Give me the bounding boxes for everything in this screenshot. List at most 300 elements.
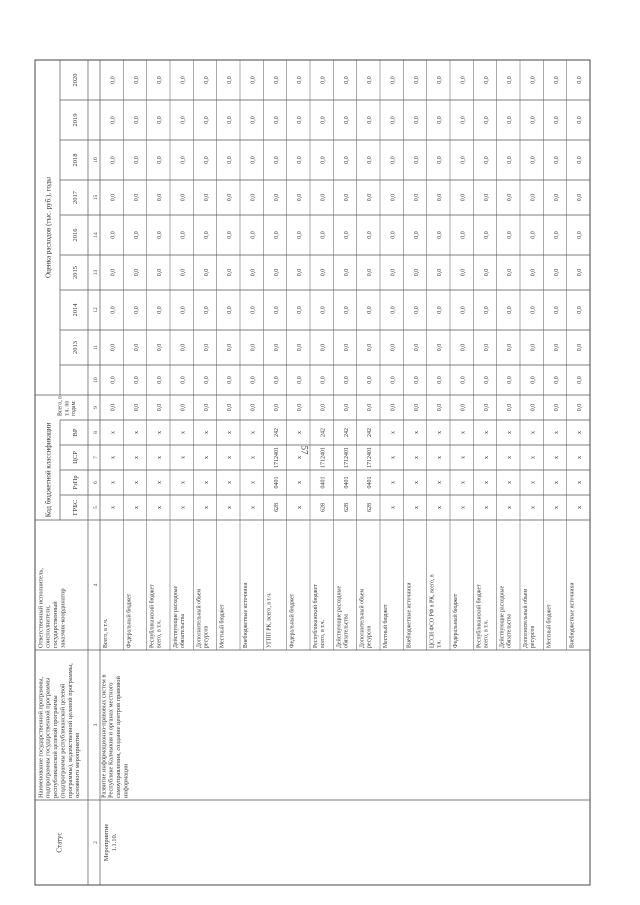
header-name-line: подпрограммы государственной программы (44, 677, 52, 798)
cell-value: 0,0 (227, 193, 234, 202)
cell-rzpr: х (180, 481, 187, 484)
cell-grbs: 628 (367, 503, 374, 512)
cell-value: 0,0 (110, 193, 117, 202)
cell-value: 0,0 (483, 306, 490, 314)
cell-value: 0,0 (250, 193, 257, 202)
cell-value: 0,0 (553, 376, 560, 384)
cell-value: 0,0 (133, 116, 140, 124)
cell-value: 0,0 (390, 376, 397, 384)
row-executor: Федеральный бюджет (289, 593, 296, 648)
cell-rzpr: х (390, 481, 397, 484)
cell-rzpr: х (227, 481, 234, 484)
cell-value: 0,0 (507, 403, 514, 412)
cell-value: 0,0 (577, 193, 584, 202)
cell-value: 0,0 (343, 193, 350, 202)
cell-vr: 242 (320, 428, 327, 437)
cell-value: 0,0 (250, 116, 257, 124)
cell-value: 0,0 (413, 231, 420, 239)
cell-rzpr: х (460, 481, 467, 484)
cell-value: 0,0 (110, 231, 117, 239)
header-year: 2014 (72, 303, 79, 317)
row-executor: обязательства (506, 613, 513, 648)
cell-value: 0,0 (460, 343, 467, 352)
cell-value: 0,0 (180, 343, 187, 352)
cell-rzpr: х (250, 481, 257, 484)
cell-value: 0,0 (110, 156, 117, 164)
cell-value: 0,0 (180, 403, 187, 412)
cell-value: 0,0 (553, 306, 560, 314)
cell-value: 0,0 (343, 231, 350, 239)
column-number: 10 (93, 377, 99, 383)
cell-value: 0,0 (180, 76, 187, 84)
header-total-line: годам: (71, 400, 78, 416)
cell-value: 0,0 (273, 376, 280, 384)
cell-value: 0,0 (133, 376, 140, 384)
cell-rzpr: 0401 (273, 476, 280, 489)
cell-grbs: х (390, 506, 397, 509)
cell-value: 0,0 (530, 376, 537, 384)
cell-value: 0,0 (530, 403, 537, 412)
cell-value: 0,0 (250, 306, 257, 314)
cell-value: 0,0 (413, 116, 420, 124)
cell-value: 0,0 (273, 403, 280, 412)
cell-value: 0,0 (157, 376, 164, 384)
header-year: 2018 (72, 153, 79, 167)
row-executor: Действующие расходные (173, 585, 179, 648)
cell-value: 0,0 (203, 116, 210, 124)
header-csr: ЦСР (72, 451, 79, 464)
column-number: 14 (93, 232, 99, 238)
column-number: 12 (93, 307, 99, 313)
cell-value: 0,0 (180, 376, 187, 384)
cell-value: 0,0 (273, 156, 280, 164)
cell-value: 0,0 (553, 403, 560, 412)
cell-csr: х (437, 456, 444, 459)
cell-value: 0,0 (133, 343, 140, 352)
cell-value: 0,0 (320, 403, 327, 412)
cell-csr: х (530, 456, 537, 459)
cell-vr: х (297, 431, 304, 434)
column-number: 8 (93, 431, 99, 434)
cell-value: 0,0 (273, 268, 280, 277)
page-number: 57 (299, 445, 310, 455)
row-executor: ресурсов (203, 625, 210, 648)
cell-value: 0,0 (460, 403, 467, 412)
row-executor: Внебюджетные источники (569, 582, 576, 648)
cell-rzpr: 0401 (343, 476, 350, 489)
cell-grbs: х (483, 506, 490, 509)
cell-value: 0,0 (227, 116, 234, 124)
cell-vr: х (483, 431, 490, 434)
cell-csr: х (297, 456, 304, 459)
cell-value: 0,0 (437, 116, 444, 124)
measure-text-line: Республике Калмыкия и органах местного (107, 682, 115, 798)
cell-vr: х (227, 431, 234, 434)
cell-value: 0,0 (157, 403, 164, 412)
cell-csr: х (483, 456, 490, 459)
cell-value: 0,0 (320, 231, 327, 239)
cell-value: 0,0 (530, 306, 537, 314)
cell-value: 0,0 (460, 116, 467, 124)
cell-value: 0,0 (343, 76, 350, 84)
row-executor: всего, в т.ч. (156, 619, 163, 648)
header-budget-class: Код бюджетной классификации (44, 422, 53, 518)
cell-value: 0,0 (507, 343, 514, 352)
row-executor: Федеральный бюджет (126, 593, 133, 648)
cell-grbs: х (133, 506, 140, 509)
cell-value: 0,0 (507, 116, 514, 124)
cell-grbs: х (507, 506, 514, 509)
cell-value: 0,0 (483, 156, 490, 164)
cell-value: 0,0 (273, 76, 280, 84)
cell-value: 0,0 (343, 403, 350, 412)
cell-value: 0,0 (320, 306, 327, 314)
cell-vr: 242 (273, 428, 280, 437)
header-name-line: программы), ведомственной целевой программы, (66, 663, 74, 798)
cell-value: 0,0 (297, 231, 304, 239)
cell-value: 0,0 (110, 306, 117, 314)
cell-rzpr: х (507, 481, 514, 484)
cell-value: 0,0 (390, 343, 397, 352)
cell-value: 0,0 (367, 306, 374, 314)
cell-vr: 242 (367, 428, 374, 437)
cell-value: 0,0 (157, 116, 164, 124)
status-value-number: 1.1.10. (111, 833, 118, 852)
cell-value: 0,0 (110, 268, 117, 277)
cell-value: 0,0 (133, 156, 140, 164)
cell-value: 0,0 (157, 156, 164, 164)
cell-rzpr: х (297, 481, 304, 484)
cell-value: 0,0 (530, 116, 537, 124)
cell-value: 0,0 (343, 156, 350, 164)
cell-grbs: х (553, 506, 560, 509)
cell-value: 0,0 (437, 306, 444, 314)
cell-value: 0,0 (157, 231, 164, 239)
cell-value: 0,0 (297, 156, 304, 164)
column-number: 7 (93, 456, 99, 459)
header-executor-line: Ответственный исполнитель, (37, 568, 45, 648)
cell-value: 0,0 (133, 306, 140, 314)
cell-value: 0,0 (320, 76, 327, 84)
cell-value: 0,0 (273, 116, 280, 124)
cell-value: 0,0 (507, 268, 514, 277)
cell-grbs: 628 (320, 503, 327, 512)
cell-value: 0,0 (577, 116, 584, 124)
row-executor: всего, в т.ч. (483, 619, 490, 648)
cell-value: 0,0 (110, 76, 117, 84)
cell-grbs: х (437, 506, 444, 509)
column-number: 5 (93, 506, 99, 509)
cell-value: 0,0 (367, 193, 374, 202)
cell-value: 0,0 (460, 268, 467, 277)
cell-value: 0,0 (390, 306, 397, 314)
cell-value: 0,0 (343, 306, 350, 314)
cell-rzpr: х (203, 481, 210, 484)
header-executor-line: государственный (52, 601, 60, 648)
cell-value: 0,0 (413, 268, 420, 277)
cell-grbs: х (530, 506, 537, 509)
cell-value: 0,0 (367, 403, 374, 412)
cell-value: 0,0 (390, 231, 397, 239)
cell-value: 0,0 (577, 376, 584, 384)
cell-value: 0,0 (483, 268, 490, 277)
cell-value: 0,0 (180, 156, 187, 164)
cell-csr: х (577, 456, 584, 459)
header-rzpr: РзПр (72, 475, 79, 490)
cell-value: 0,0 (460, 231, 467, 239)
cell-value: 0,0 (320, 268, 327, 277)
cell-vr: х (577, 431, 584, 434)
cell-value: 0,0 (553, 193, 560, 202)
cell-csr: х (413, 456, 420, 459)
cell-value: 0,0 (297, 268, 304, 277)
column-number: 2 (93, 841, 99, 844)
row-executor: т.ч. (436, 640, 443, 648)
header-executor-line: заказчик-координатор (59, 588, 67, 648)
cell-value: 0,0 (577, 268, 584, 277)
cell-vr: х (390, 431, 397, 434)
row-executor: Местный бюджет (219, 604, 226, 648)
cell-value: 0,0 (133, 193, 140, 202)
cell-value: 0,0 (413, 76, 420, 84)
cell-value: 0,0 (367, 376, 374, 384)
cell-csr: х (250, 456, 257, 459)
cell-value: 0,0 (250, 156, 257, 164)
cell-value: 0,0 (203, 156, 210, 164)
cell-csr: 1712401 (273, 447, 280, 468)
row-executor: Местный бюджет (383, 604, 389, 648)
cell-value: 0,0 (530, 193, 537, 202)
cell-value: 0,0 (437, 231, 444, 239)
cell-value: 0,0 (553, 343, 560, 352)
row-executor: Республиканский бюджет (313, 584, 319, 648)
cell-value: 0,0 (203, 268, 210, 277)
cell-rzpr: 0401 (367, 476, 374, 489)
row-executor: Республиканский бюджет (149, 584, 156, 648)
cell-value: 0,0 (273, 343, 280, 352)
cell-value: 0,0 (507, 376, 514, 384)
column-number: 9 (93, 406, 99, 409)
row-executor: Действующие расходные (499, 585, 506, 648)
row-executor: Внебюджетные источники (243, 582, 249, 648)
column-number: 16 (93, 157, 99, 163)
cell-value: 0,0 (203, 343, 210, 352)
cell-value: 0,0 (437, 76, 444, 84)
row-executor: обязательства (180, 613, 186, 648)
column-number: 3 (93, 723, 99, 727)
cell-rzpr: х (530, 481, 537, 484)
header-year: 2016 (72, 228, 79, 242)
cell-value: 0,0 (413, 343, 420, 352)
cell-csr: х (110, 456, 117, 459)
cell-vr: х (180, 431, 187, 434)
row-executor: Местный бюджет (546, 604, 553, 648)
cell-value: 0,0 (530, 231, 537, 239)
header-year: 2020 (72, 73, 79, 87)
cell-value: 0,0 (227, 343, 234, 352)
header-estimate: Оценка расходов (тыс. руб.), годы (44, 177, 53, 278)
cell-value: 0,0 (367, 76, 374, 84)
cell-value: 0,0 (577, 306, 584, 314)
cell-value: 0,0 (553, 231, 560, 239)
cell-value: 0,0 (460, 76, 467, 84)
cell-value: 0,0 (180, 193, 187, 202)
cell-rzpr: х (577, 481, 584, 484)
cell-grbs: х (413, 506, 420, 509)
row-executor: Дополнительный объем (359, 588, 366, 648)
row-executor: Республиканский бюджет (476, 584, 483, 648)
row-executor: ЦССИ ФСО РФ в РК, всего, в (429, 574, 436, 648)
cell-value: 0,0 (390, 116, 397, 124)
cell-value: 0,0 (227, 76, 234, 84)
cell-value: 0,0 (203, 376, 210, 384)
cell-value: 0,0 (343, 116, 350, 124)
column-number (0, 0, 2, 2)
cell-rzpr: х (553, 481, 560, 484)
row-executor: Внебюджетные источники (406, 582, 413, 648)
cell-value: 0,0 (203, 403, 210, 412)
cell-vr: 242 (343, 428, 350, 437)
cell-value: 0,0 (413, 403, 420, 412)
cell-csr: х (507, 456, 514, 459)
cell-value: 0,0 (343, 343, 350, 352)
cell-csr: 1712401 (320, 447, 327, 468)
cell-value: 0,0 (133, 403, 140, 412)
cell-vr: х (203, 431, 210, 434)
cell-value: 0,0 (507, 76, 514, 84)
cell-csr: х (157, 456, 164, 459)
cell-value: 0,0 (110, 343, 117, 352)
cell-value: 0,0 (367, 231, 374, 239)
cell-value: 0,0 (343, 376, 350, 384)
cell-value: 0,0 (507, 156, 514, 164)
cell-value: 0,0 (250, 76, 257, 84)
cell-value: 0,0 (390, 403, 397, 412)
measure-text-line: самоуправления, создание центров правовой (115, 676, 123, 798)
header-vr: ВР (72, 428, 79, 437)
cell-value: 0,0 (437, 376, 444, 384)
cell-value: 0,0 (437, 343, 444, 352)
cell-value: 0,0 (343, 268, 350, 277)
column-number: 13 (93, 269, 99, 276)
cell-grbs: х (577, 506, 584, 509)
cell-value: 0,0 (250, 376, 257, 384)
cell-csr: х (133, 456, 140, 459)
cell-value: 0,0 (273, 193, 280, 202)
cell-value: 0,0 (180, 231, 187, 239)
cell-value: 0,0 (413, 156, 420, 164)
cell-vr: х (133, 431, 140, 434)
cell-value: 0,0 (390, 76, 397, 84)
cell-csr: х (553, 456, 560, 459)
cell-value: 0,0 (483, 193, 490, 202)
cell-value: 0,0 (367, 268, 374, 277)
cell-value: 0,0 (157, 268, 164, 277)
cell-value: 0,0 (297, 306, 304, 314)
row-executor: Дополнительный объем (196, 588, 203, 648)
cell-value: 0,0 (460, 306, 467, 314)
cell-value: 0,0 (133, 76, 140, 84)
cell-value: 0,0 (413, 193, 420, 202)
cell-value: 0,0 (320, 193, 327, 202)
cell-rzpr: х (133, 481, 140, 484)
measure-text-line: информации (122, 763, 130, 798)
cell-csr: х (227, 456, 234, 459)
cell-value: 0,0 (367, 156, 374, 164)
header-total (58, 396, 77, 416)
cell-csr: 1712401 (367, 447, 374, 468)
cell-vr: х (413, 431, 420, 434)
cell-value: 0,0 (273, 231, 280, 239)
column-number: 6 (93, 481, 99, 484)
cell-value: 0,0 (460, 376, 467, 384)
cell-grbs: х (180, 506, 187, 509)
cell-value: 0,0 (157, 343, 164, 352)
cell-value: 0,0 (577, 403, 584, 412)
cell-value: 0,0 (437, 156, 444, 164)
cell-value: 0,0 (483, 231, 490, 239)
cell-value: 0,0 (483, 76, 490, 84)
cell-value: 0,0 (483, 376, 490, 384)
cell-value: 0,0 (320, 343, 327, 352)
cell-csr: х (180, 456, 187, 459)
header-name-line: основного мероприятия (74, 732, 82, 798)
cell-rzpr: х (110, 481, 117, 484)
cell-vr: х (507, 431, 514, 434)
cell-value: 0,0 (157, 306, 164, 314)
cell-value: 0,0 (110, 403, 117, 412)
cell-value: 0,0 (577, 76, 584, 84)
header-total-line: т.ч. по (64, 400, 71, 416)
cell-value: 0,0 (180, 268, 187, 277)
row-executor: Федеральный бюджет (453, 593, 459, 648)
cell-value: 0,0 (320, 116, 327, 124)
cell-value: 0,0 (180, 116, 187, 124)
row-executor: всего, в т.ч. (320, 619, 326, 648)
cell-value: 0,0 (157, 76, 164, 84)
cell-value: 0,0 (507, 231, 514, 239)
cell-value: 0,0 (437, 193, 444, 202)
cell-grbs: 628 (273, 503, 280, 512)
cell-vr: х (530, 431, 537, 434)
cell-value: 0,0 (483, 403, 490, 412)
cell-rzpr: х (437, 481, 444, 484)
header-year: 2013 (72, 341, 79, 354)
cell-value: 0,0 (227, 156, 234, 164)
cell-value: 0,0 (577, 156, 584, 164)
cell-value: 0,0 (413, 306, 420, 314)
cell-value: 0,0 (320, 156, 327, 164)
cell-value: 0,0 (133, 268, 140, 277)
cell-grbs: х (250, 506, 257, 509)
cell-rzpr: 0401 (320, 476, 327, 489)
cell-value: 0,0 (553, 268, 560, 277)
cell-value: 0,0 (413, 376, 420, 384)
header-executor (37, 568, 66, 648)
cell-csr: х (460, 456, 467, 459)
header-name-line: республиканской целевой программы (52, 695, 60, 798)
cell-value: 0,0 (250, 268, 257, 277)
cell-value: 0,0 (227, 306, 234, 314)
cell-value: 0,0 (297, 116, 304, 124)
cell-value: 0,0 (110, 116, 117, 124)
header-total-line: Всего, в (57, 396, 64, 416)
header-executor-line: соисполнители, (44, 605, 52, 648)
cell-value: 0,0 (227, 231, 234, 239)
cell-value: 0,0 (133, 231, 140, 239)
cell-grbs: х (110, 506, 117, 509)
cell-vr: х (437, 431, 444, 434)
